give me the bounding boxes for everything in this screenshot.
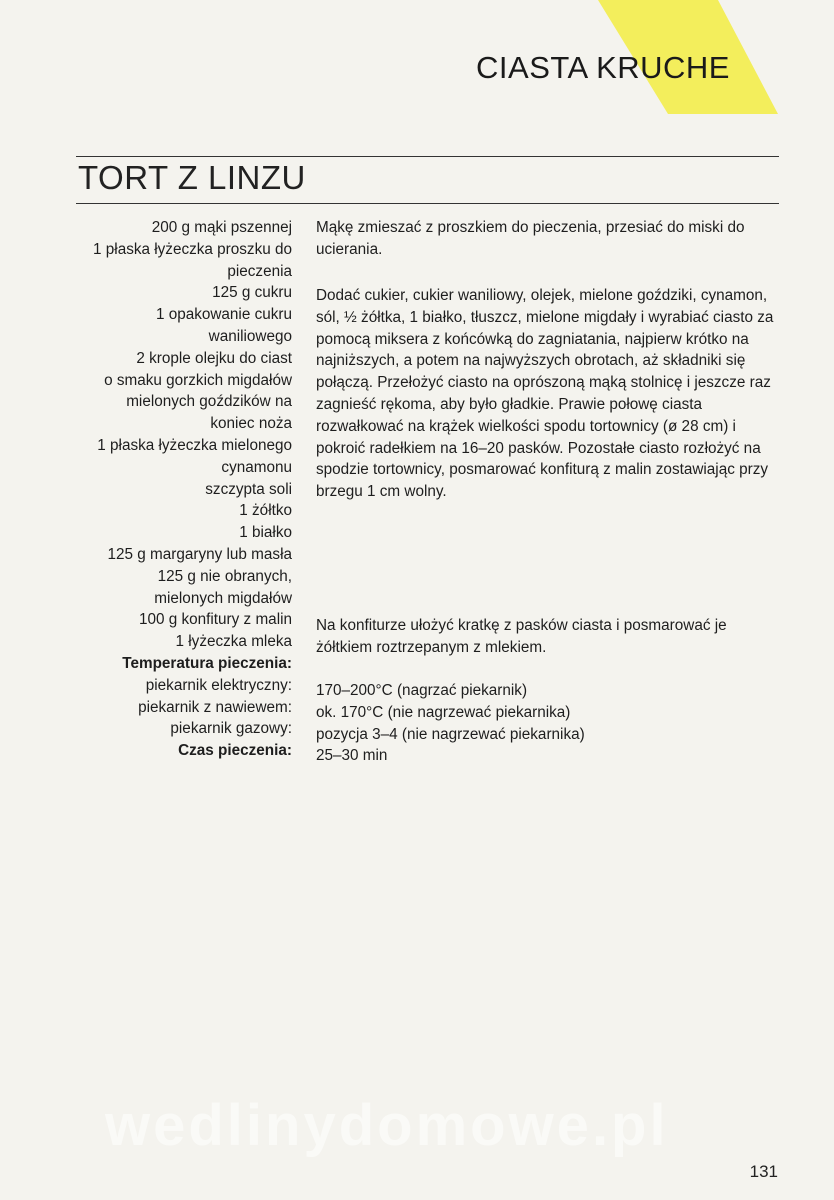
watermark: wedlinydomowe.pl bbox=[105, 1093, 669, 1158]
ingredient-line: mielonych goździków na bbox=[126, 393, 292, 411]
ingredient-line: cynamonu bbox=[221, 458, 292, 476]
baking-values bbox=[316, 680, 786, 767]
ingredient-line: 2 krople olejku do ciast bbox=[136, 349, 292, 367]
ingredient-line: 1 żółtko bbox=[239, 502, 292, 520]
baking-time-label: Czas pieczenia: bbox=[178, 742, 292, 760]
ingredient-list bbox=[60, 217, 292, 762]
method-paragraph-3: Na konfiturze ułożyć kratkę z pasków ciasta i posmarować je żółtkiem roztrzepanym z mlekiem. bbox=[316, 617, 727, 656]
ingredient-line: 100 g konfitury z malin bbox=[138, 611, 292, 629]
ingredient-line: 1 łyżeczka mleka bbox=[175, 633, 292, 651]
ingredient-line: waniliowego bbox=[208, 327, 292, 345]
gas-oven-value: pozycja 3–4 (nie nagrzewać piekarnika) bbox=[316, 725, 585, 743]
electric-oven-label: piekarnik elektryczny: bbox=[145, 676, 292, 694]
title-rule-bottom bbox=[76, 203, 779, 204]
ingredient-line: 1 płaska łyżeczka proszku do bbox=[93, 240, 292, 258]
fan-oven-label: piekarnik z nawiewem: bbox=[138, 698, 292, 716]
ingredient-line: mielonych migdałów bbox=[154, 589, 292, 607]
section-title: CIASTA KRUCHE bbox=[476, 50, 730, 85]
title-rule-top bbox=[76, 156, 779, 157]
page-number: 131 bbox=[749, 1162, 778, 1181]
ingredient-line: 1 białko bbox=[239, 524, 292, 542]
ingredient-line: 1 opakowanie cukru bbox=[155, 306, 292, 324]
ingredient-line: 125 g nie obranych, bbox=[157, 567, 292, 585]
ingredient-line: szczypta soli bbox=[205, 480, 292, 498]
ingredient-line: 125 g cukru bbox=[212, 284, 292, 302]
baking-time-value: 25–30 min bbox=[316, 747, 388, 765]
fan-oven-value: ok. 170°C (nie nagrzewać piekarnika) bbox=[316, 703, 571, 721]
ingredient-line: pieczenia bbox=[227, 262, 292, 280]
method-paragraph-2: Dodać cukier, cukier waniliowy, olejek, mielone goździki, cynamon, sól, ½ żółtka, 1 białko, tłuszcz, mielone migdały i wyrabiać ciasto za pomocą miksera z końcówką do zagniatania, najpierw krótko na najniższych, a potem na najwyższych obrotach, aż składniki się połączą. Przełożyć ciasto na oprószoną mąką stolnicę i jeszcze raz zagnieść rękoma, aby było gładkie. Prawie połowę ciasta rozwałkować na krążek wielkości spodu tortownicy (ø 28 cm) i pokroić radełkiem na 16–20 pasków. Pozostałe ciasto rozłożyć na spodzie tortownicy, posmarować konfiturą z malin zostawiając przy brzegu 1 cm wolny. bbox=[316, 287, 774, 501]
ingredient-line: koniec noża bbox=[210, 415, 292, 433]
gas-oven-label: piekarnik gazowy: bbox=[170, 720, 292, 738]
ingredient-line: o smaku gorzkich migdałów bbox=[104, 371, 292, 389]
recipe-title: TORT Z LINZU bbox=[78, 159, 306, 196]
ingredient-line: 1 płaska łyżeczka mielonego bbox=[97, 436, 292, 454]
ingredient-line: 200 g mąki pszennej bbox=[151, 219, 292, 236]
method-paragraph-1: Mąkę zmieszać z proszkiem do pieczenia, przesiać do miski do ucierania. bbox=[316, 219, 745, 258]
baking-temperature-label: Temperatura pieczenia: bbox=[122, 654, 292, 672]
ingredient-line: 125 g margaryny lub masła bbox=[107, 545, 292, 563]
electric-oven-value: 170–200°C (nagrzać piekarnik) bbox=[316, 682, 528, 699]
